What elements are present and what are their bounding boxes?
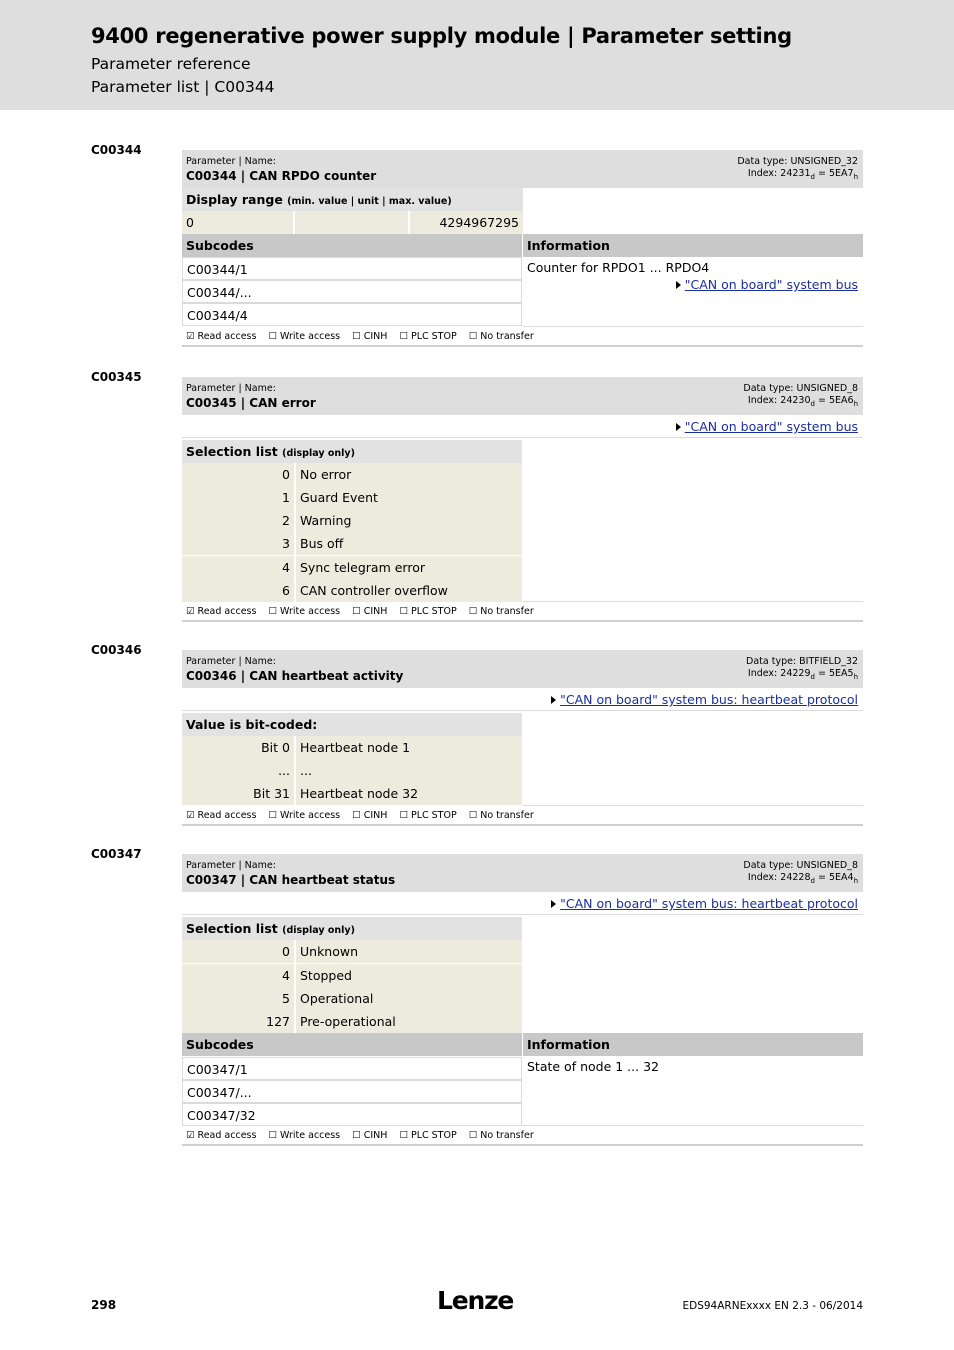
subcode-row: C00344/4 — [182, 303, 522, 326]
selection-text: Guard Event — [296, 486, 522, 509]
code-label-c00345: C00345 — [91, 370, 142, 384]
selection-value: 4 — [182, 556, 294, 579]
plc-stop-flag: ☐ PLC STOP — [399, 606, 457, 617]
write-access-flag: ☐ Write access — [268, 1130, 341, 1141]
data-type: Data type: UNSIGNED_8 — [743, 383, 858, 394]
data-type: Data type: BITFIELD_32 — [746, 656, 858, 667]
param-header — [182, 650, 863, 688]
subcodes-body — [182, 1056, 863, 1126]
param-name: C00346 | CAN heartbeat activity — [186, 669, 404, 683]
link-row — [182, 415, 863, 438]
cinh-flag: ☐ CINH — [352, 606, 388, 617]
selection-value: 6 — [182, 579, 294, 602]
selection-text: Operational — [296, 987, 522, 1010]
selection-list-header: Selection list (display only) — [182, 917, 522, 940]
no-transfer-flag: ☐ No transfer — [468, 810, 534, 821]
data-type: Data type: UNSIGNED_8 — [743, 860, 858, 871]
cinh-flag: ☐ CINH — [352, 810, 388, 821]
selection-list-right-empty — [523, 440, 863, 602]
selection-value: 0 — [182, 463, 294, 486]
bitcoded-header: Value is bit-coded: — [182, 713, 522, 736]
read-access-flag: ☑ Read access — [186, 331, 257, 342]
subcodes-header: Subcodes — [182, 1033, 522, 1056]
range-unit — [295, 211, 409, 234]
bit-label: Bit 0 — [182, 736, 294, 759]
subcode-row: C00347/32 — [182, 1103, 522, 1126]
read-access-flag: ☑ Read access — [186, 1130, 257, 1141]
arrow-right-icon — [676, 423, 681, 431]
access-flags — [182, 1126, 863, 1146]
lenze-logo: Lenze — [437, 1286, 514, 1315]
param-name-label: Parameter | Name: — [186, 156, 276, 167]
information-header: Information — [523, 1033, 863, 1056]
bit-label: ... — [182, 759, 294, 782]
subcode-info — [523, 257, 863, 327]
param-header — [182, 377, 863, 415]
subcode-row: C00347/... — [182, 1080, 522, 1103]
arrow-right-icon — [676, 281, 681, 289]
selection-value: 3 — [182, 532, 294, 555]
cinh-flag: ☐ CINH — [352, 1130, 388, 1141]
page-header — [0, 0, 954, 110]
code-label-c00344: C00344 — [91, 143, 142, 157]
param-name: C00347 | CAN heartbeat status — [186, 873, 396, 887]
param-index: Index: $24228_d = 5EA4_h$ — [747, 872, 858, 885]
read-access-flag: ☑ Read access — [186, 810, 257, 821]
bit-text: ... — [296, 759, 522, 782]
selection-text: Pre-operational — [296, 1010, 522, 1033]
param-name: C00345 | CAN error — [186, 396, 316, 410]
subcodes-header: Subcodes — [182, 234, 522, 257]
selection-text: CAN controller overflow — [296, 579, 522, 602]
data-type: Data type: UNSIGNED_32 — [737, 156, 858, 167]
selection-value: 0 — [182, 940, 294, 963]
no-transfer-flag: ☐ No transfer — [468, 331, 534, 342]
write-access-flag: ☐ Write access — [268, 606, 341, 617]
param-index: Index: $24231_d = 5EA7_h$ — [747, 168, 858, 181]
selection-value: 5 — [182, 987, 294, 1010]
arrow-right-icon — [551, 900, 556, 908]
arrow-right-icon — [551, 696, 556, 704]
param-name-label: Parameter | Name: — [186, 656, 276, 667]
info-text: State of node 1 ... 32 — [527, 1059, 659, 1074]
system-bus-link[interactable]: "CAN on board" system bus — [676, 419, 858, 434]
link-row — [182, 892, 863, 915]
param-c00347 — [182, 854, 863, 1146]
selection-text: No error — [296, 463, 522, 486]
param-name-label: Parameter | Name: — [186, 383, 276, 394]
param-name: C00344 | CAN RPDO counter — [186, 169, 377, 183]
display-range-values — [182, 211, 863, 234]
access-flags — [182, 327, 863, 347]
display-range-header: Display range (min. value | unit | max. value) — [182, 188, 523, 211]
selection-list — [182, 915, 863, 1033]
document-title: 9400 regenerative power supply module | Parameter setting — [91, 24, 792, 48]
access-flags — [182, 806, 863, 826]
plc-stop-flag: ☐ PLC STOP — [399, 331, 457, 342]
document-id: EDS94ARNExxxx EN 2.3 - 06/2014 — [682, 1300, 863, 1312]
subcodes-header-row — [182, 1033, 863, 1056]
bitcoded-list — [182, 711, 863, 806]
heartbeat-protocol-link[interactable]: "CAN on board" system bus: heartbeat protocol — [551, 692, 858, 707]
plc-stop-flag: ☐ PLC STOP — [399, 810, 457, 821]
selection-value: 4 — [182, 964, 294, 987]
subcode-info — [523, 1056, 863, 1126]
selection-text: Bus off — [296, 532, 522, 555]
selection-text: Stopped — [296, 964, 522, 987]
bit-text: Heartbeat node 1 — [296, 736, 522, 759]
section-title: Parameter reference — [91, 55, 251, 73]
bit-text: Heartbeat node 32 — [296, 782, 522, 805]
selection-value: 127 — [182, 1010, 294, 1033]
param-header — [182, 854, 863, 892]
display-range-header-row — [182, 188, 863, 211]
read-access-flag: ☑ Read access — [186, 606, 257, 617]
code-label-c00346: C00346 — [91, 643, 142, 657]
selection-text: Warning — [296, 509, 522, 532]
cinh-flag: ☐ CINH — [352, 331, 388, 342]
code-label-c00347: C00347 — [91, 847, 142, 861]
heartbeat-protocol-link[interactable]: "CAN on board" system bus: heartbeat protocol — [551, 896, 858, 911]
no-transfer-flag: ☐ No transfer — [468, 1130, 534, 1141]
no-transfer-flag: ☐ No transfer — [468, 606, 534, 617]
plc-stop-flag: ☐ PLC STOP — [399, 1130, 457, 1141]
subsection-title: Parameter list | C00344 — [91, 78, 275, 96]
subcodes-header-row — [182, 234, 863, 257]
write-access-flag: ☐ Write access — [268, 331, 341, 342]
param-name-label: Parameter | Name: — [186, 860, 276, 871]
subcode-row: C00344/1 — [182, 257, 522, 280]
param-header — [182, 150, 863, 188]
system-bus-link[interactable]: "CAN on board" system bus — [676, 277, 858, 292]
access-flags — [182, 602, 863, 622]
param-index: Index: $24229_d = 5EA5_h$ — [747, 668, 858, 681]
selection-list-header: Selection list (display only) — [182, 440, 522, 463]
write-access-flag: ☐ Write access — [268, 810, 341, 821]
bit-label: Bit 31 — [182, 782, 294, 805]
bitcoded-right-empty — [523, 713, 863, 806]
selection-text: Unknown — [296, 940, 522, 963]
param-c00344 — [182, 150, 863, 347]
selection-list — [182, 438, 863, 602]
selection-value: 1 — [182, 486, 294, 509]
param-c00345 — [182, 377, 863, 622]
param-c00346 — [182, 650, 863, 826]
selection-value: 2 — [182, 509, 294, 532]
link-row — [182, 688, 863, 711]
subcode-row: C00347/1 — [182, 1057, 522, 1080]
subcodes-body — [182, 257, 863, 327]
info-text: Counter for RPDO1 ... RPDO4 — [527, 260, 710, 275]
subcode-row: C00344/... — [182, 280, 522, 303]
param-index: Index: $24230_d = 5EA6_h$ — [747, 395, 858, 408]
information-header: Information — [523, 234, 863, 257]
selection-text: Sync telegram error — [296, 556, 522, 579]
range-max: 4294967295 — [410, 211, 523, 234]
page-number: 298 — [91, 1298, 117, 1312]
range-min: 0 — [182, 211, 294, 234]
